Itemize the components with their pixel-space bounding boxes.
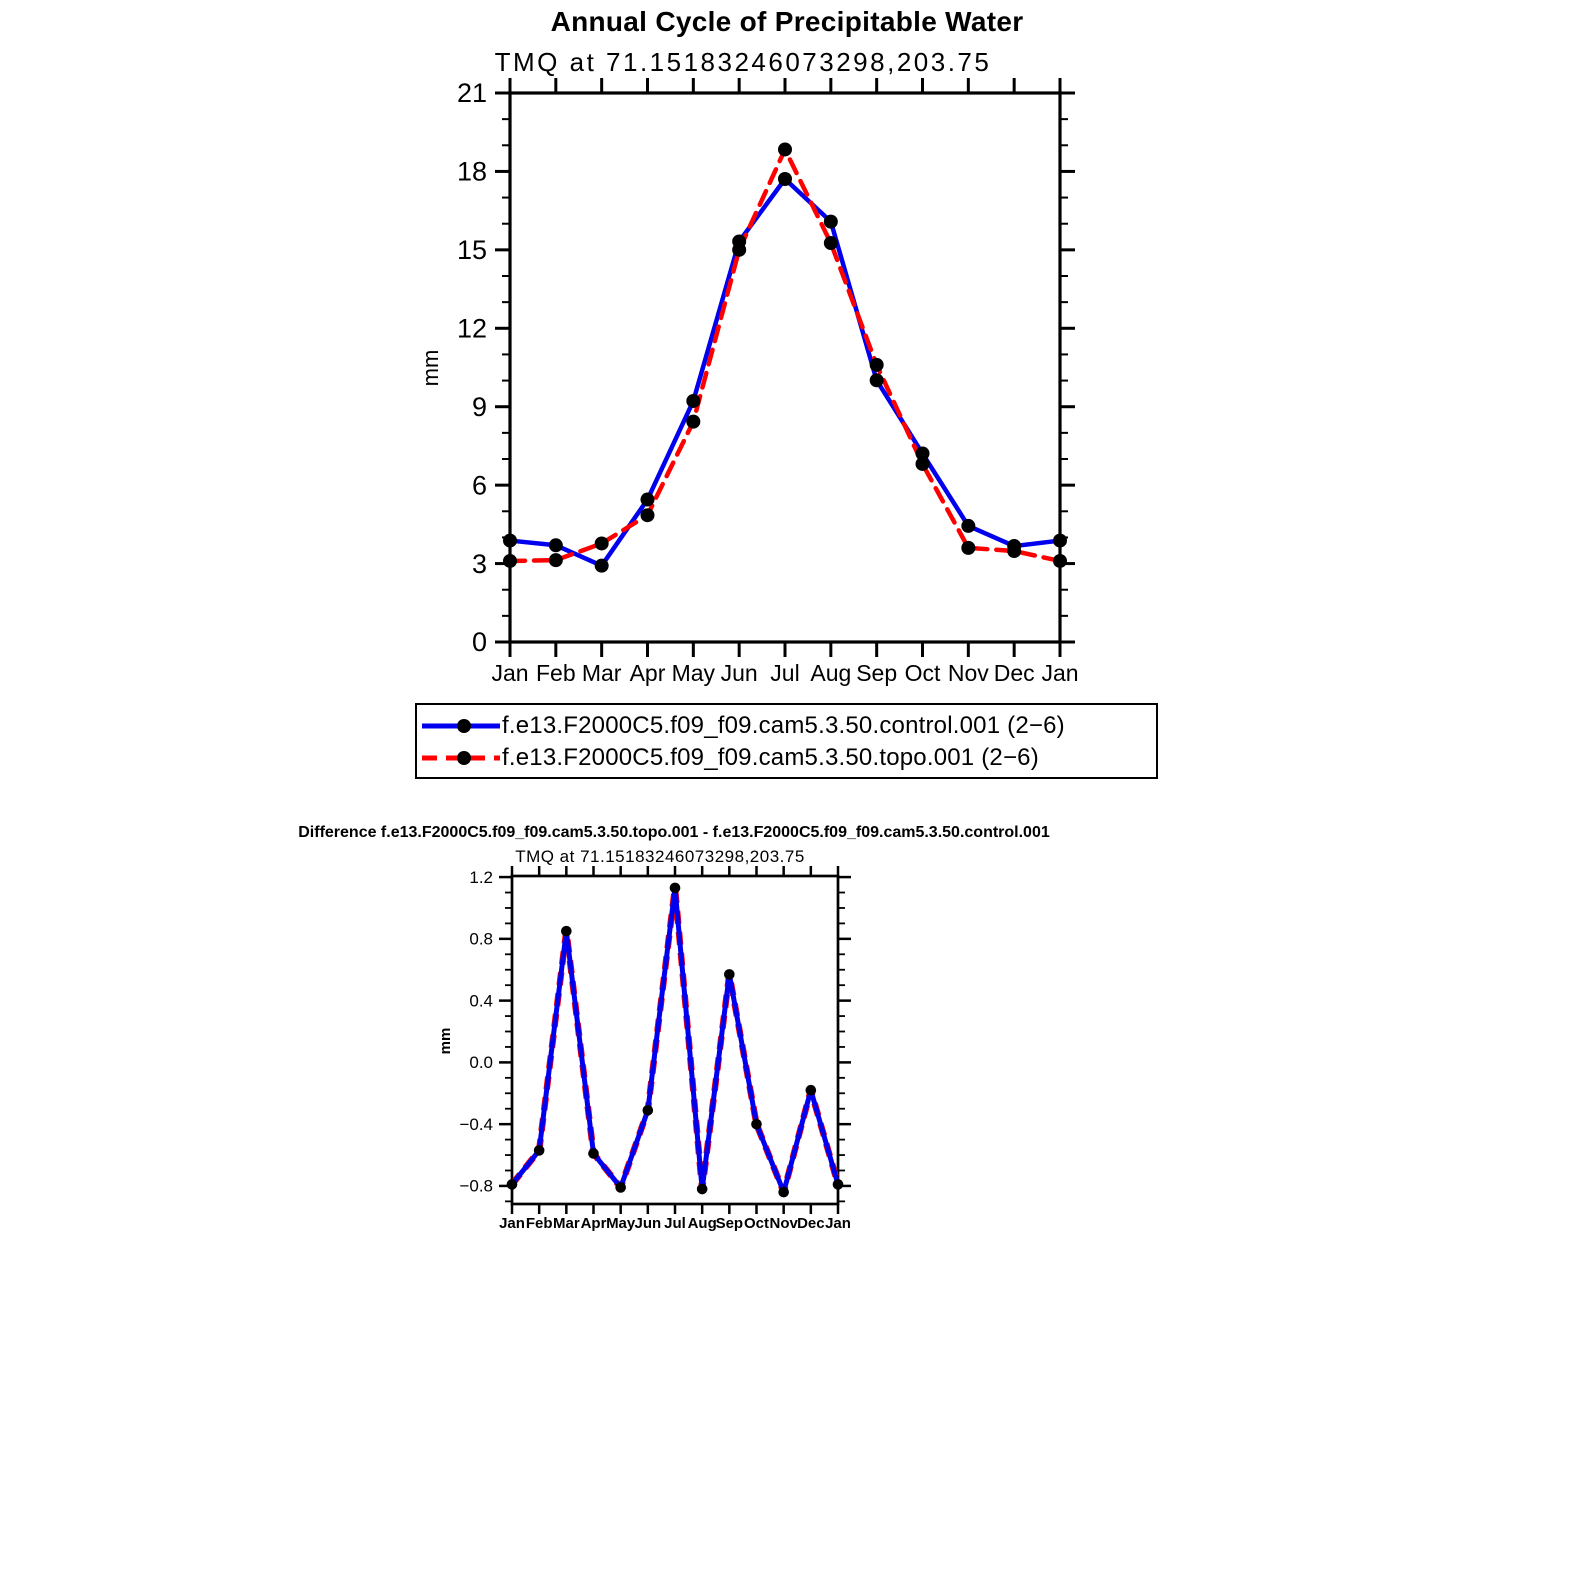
difference-subtitle: TMQ at 71.15183246073298,203.75 [515,847,805,866]
y-tick-label: 0.0 [469,1053,493,1073]
month-label: Sep [856,660,898,686]
y-tick-label: 18 [456,156,487,187]
y-tick-label: 15 [456,235,487,266]
legend-entry-control [420,713,1065,739]
data-point-marker [961,541,975,555]
y-axis-minor-ticks [502,119,1068,616]
y-tick-label: −0.8 [459,1176,493,1196]
legend-box [415,703,1158,779]
month-label: Aug [687,1215,717,1232]
data-point-marker [724,969,735,980]
month-label: Jan [499,1215,525,1232]
month-label: Dec [797,1215,825,1232]
month-label: Mar [552,1215,580,1232]
y-tick-label: 3 [471,548,487,579]
data-point-marker [686,394,700,408]
annual-cycle-subtitle: TMQ at 71.15183246073298,203.75 [494,47,992,77]
topo-line-sample [420,750,502,766]
data-point-marker [751,1119,762,1130]
month-label: May [671,660,716,686]
data-point-marker [833,1179,844,1190]
series-markers [503,172,1067,573]
annual-cycle-title: Annual Cycle of Precipitable Water [550,6,1024,37]
y-axis-label: mm [418,349,443,387]
data-point-marker [503,534,517,548]
y-tick-label: 0 [471,627,487,658]
month-label: Jun [634,1215,662,1232]
month-label: Dec [993,660,1035,686]
month-label: Feb [525,1215,553,1232]
month-label: Nov [947,660,989,686]
data-point-marker [916,457,930,471]
y-axis-tick-labels [459,868,493,1196]
data-point-marker [1053,534,1067,548]
data-point-marker [670,883,681,894]
data-point-marker [824,215,838,229]
data-point-marker [549,553,563,567]
y-tick-label: 0.8 [469,929,493,949]
data-point-marker [595,536,609,550]
month-label: Apr [629,660,666,686]
data-point-marker [507,1179,518,1190]
month-label: Jan [1041,660,1079,686]
data-point-marker [615,1182,626,1193]
y-tick-label: 6 [471,470,487,501]
data-point-marker [870,358,884,372]
series-line [512,888,838,1192]
data-point-marker [778,172,792,186]
data-point-marker [961,519,975,533]
data-point-marker [806,1085,817,1096]
month-label: Feb [536,660,576,686]
data-point-marker [697,1184,708,1195]
month-label: Jul [664,1215,686,1232]
series-underlay [512,888,838,1192]
difference-chart [437,866,851,1232]
legend-label-topo: f.e13.F2000C5.f09_f09.cam5.3.50.topo.001 (2−6) [502,744,1039,771]
data-point-marker [561,926,572,937]
month-label: Jul [770,660,800,686]
series-line [510,179,1060,566]
y-tick-label: 1.2 [469,867,493,887]
month-label: Nov [769,1215,798,1232]
y-tick-label: 9 [471,391,487,422]
data-point-marker [534,1145,545,1156]
legend-entry-topo [420,745,1039,771]
y-axis-tick-labels [457,78,487,657]
control-line-sample [420,718,502,734]
plot-frame [512,876,838,1204]
data-point-marker [778,1187,789,1198]
data-point-marker [870,373,884,387]
legend-label-control: f.e13.F2000C5.f09_f09.cam5.3.50.control.001 (2−6) [502,712,1065,739]
series-markers [503,142,1067,567]
month-label: Oct [743,1215,770,1232]
month-label: Jan [825,1215,851,1232]
y-tick-label: 0.4 [469,991,493,1011]
data-point-marker [641,493,655,507]
data-point-marker [643,1105,654,1116]
month-label: Apr [580,1215,607,1232]
x-axis-tick-labels [491,660,1078,686]
x-axis-ticks [510,78,1060,657]
month-label: Oct [904,660,941,686]
y-tick-label: 21 [456,78,487,109]
data-point-marker [732,243,746,257]
data-point-marker [1007,544,1021,558]
data-point-marker [778,142,792,156]
series-line [510,149,1060,560]
month-label: Jan [491,660,529,686]
month-label: Mar [581,660,622,686]
y-axis-label: mm [437,1027,454,1055]
month-label: Aug [810,660,852,686]
month-label: Sep [715,1215,744,1232]
data-point-marker [641,508,655,522]
data-point-marker [503,554,517,568]
month-label: May [606,1215,636,1232]
difference-title: Difference f.e13.F2000C5.f09_f09.cam5.3.50.topo.001 - f.e13.F2000C5.f09_f09.cam5.3.50.control.001 [298,824,1050,841]
x-axis-tick-labels [499,1215,851,1232]
data-point-marker [595,559,609,573]
data-point-marker [686,415,700,429]
data-point-marker [588,1148,599,1159]
annual-cycle-chart [418,78,1079,686]
y-tick-label: −0.4 [459,1114,493,1134]
data-point-marker [824,236,838,250]
data-point-marker [549,538,563,552]
y-tick-label: 12 [456,313,487,344]
month-label: Jun [720,660,758,686]
data-point-marker [1053,554,1067,568]
